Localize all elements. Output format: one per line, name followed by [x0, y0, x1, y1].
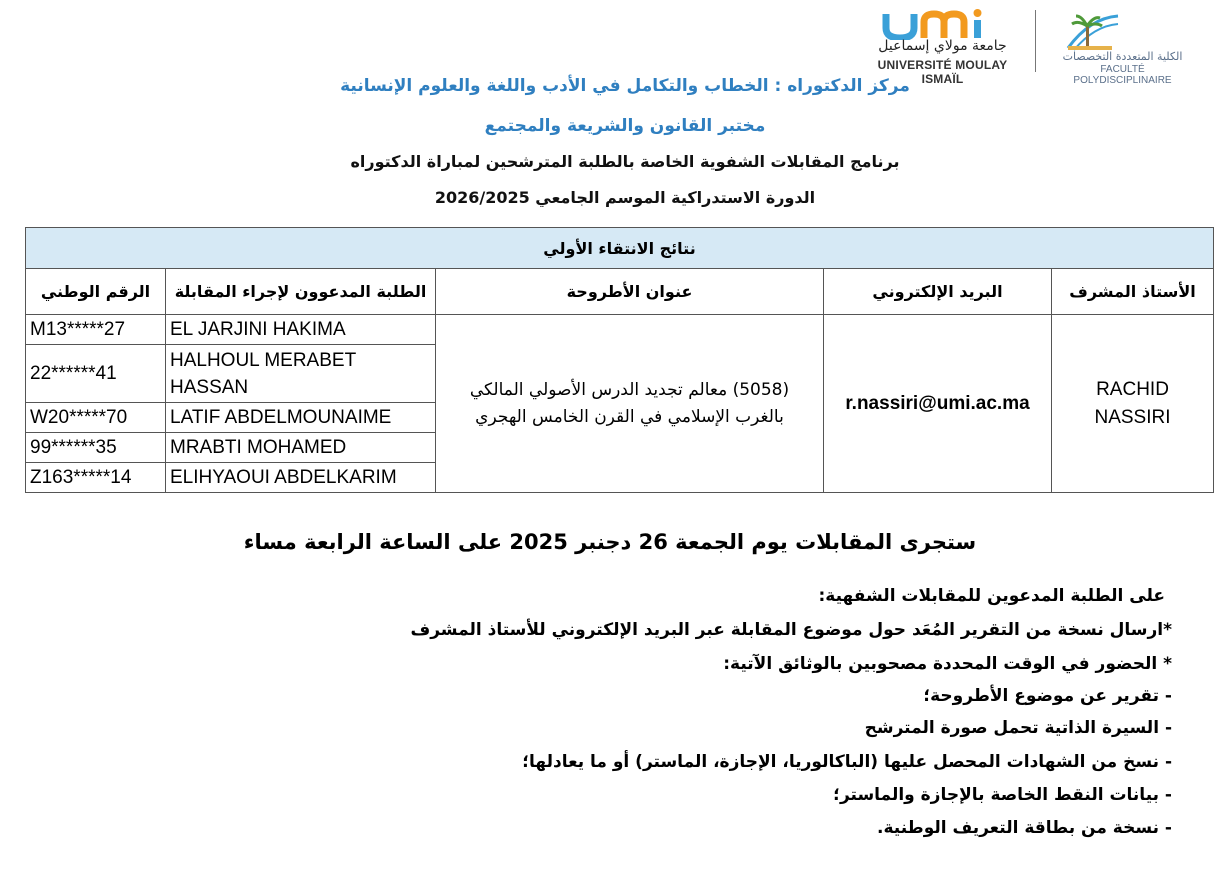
- student-name-cell: EL JARJINI HAKIMA: [166, 315, 436, 345]
- document-list-item: - السيرة الذاتية تحمل صورة المترشح: [864, 718, 1172, 738]
- laboratory-title: مختبر القانون والشريعة والمجتمع: [484, 116, 766, 136]
- column-header-students: الطلبة المدعوون لإجراء المقابلة: [166, 269, 436, 315]
- instructions-intro: على الطلبة المدعوين للمقابلات الشفهية:: [818, 586, 1165, 606]
- faculty-arabic-name: الكلية المتعددة التخصصات: [1062, 50, 1183, 63]
- faculty-logo: [1050, 6, 1195, 86]
- document-list-item: - نسخ من الشهادات المحصل عليها (الباكالوريا، الإجازة، الماستر) أو ما يعادلها؛: [522, 752, 1172, 772]
- student-name-cell: LATIF ABDELMOUNAIME: [166, 403, 436, 433]
- umi-arabic-name: جامعة مولاي إسماعيل: [878, 38, 1007, 54]
- document-list-item: - تقرير عن موضوع الأطروحة؛: [923, 686, 1172, 706]
- umi-logo: [860, 6, 1025, 86]
- instruction-item: *ارسال نسخة من التقرير المُعَد حول موضوع المقابلة عبر البريد الإلكتروني للأستاذ المشرف: [410, 620, 1172, 640]
- supervisor-name-cell: RACHID NASSIRI: [1052, 315, 1214, 493]
- column-header-thesis: عنوان الأطروحة: [436, 269, 824, 315]
- national-id-cell: 99******35: [26, 433, 166, 463]
- document-list-item: - بيانات النقط الخاصة بالإجازة والماستر؛: [833, 785, 1172, 805]
- student-name-cell: MRABTI MOHAMED: [166, 433, 436, 463]
- national-id-cell: M13*****27: [26, 315, 166, 345]
- results-table: [25, 227, 1214, 493]
- program-title: برنامج المقابلات الشفوية الخاصة بالطلبة المترشحين لمباراة الدكتوراه: [350, 152, 900, 171]
- table-header-row: [26, 269, 1214, 315]
- national-id-cell: 22******41: [26, 345, 166, 403]
- faculty-french-name: FACULTÉ POLYDISCIPLINAIRE: [1073, 64, 1172, 86]
- column-header-supervisor: الأستاذ المشرف: [1052, 269, 1214, 315]
- umi-french-name: UNIVERSITÉ MOULAY ISMAÏL: [877, 58, 1008, 86]
- thesis-title-cell: (5058) معالم تجديد الدرس الأصولي المالكي بالغرب الإسلامي في القرن الخامس الهجري: [436, 315, 824, 493]
- umi-logo-mark: [882, 8, 1002, 40]
- logo-divider: [1035, 10, 1036, 72]
- national-id-cell: W20*****70: [26, 403, 166, 433]
- table-band-row: [26, 228, 1214, 269]
- table-band-title: نتائج الانتقاء الأولي: [26, 228, 1214, 269]
- national-id-cell: Z163*****14: [26, 463, 166, 493]
- instruction-item: * الحضور في الوقت المحددة مصحوبين بالوثائق الآتية:: [723, 654, 1172, 674]
- student-name-cell: ELIHYAOUI ABDELKARIM: [166, 463, 436, 493]
- palm-tree-icon: [1060, 8, 1120, 52]
- document-list-item: - نسخة من بطاقة التعريف الوطنية.: [877, 818, 1172, 838]
- student-name-cell: HALHOUL MERABET HASSAN: [166, 345, 436, 403]
- interview-date-announcement: ستجرى المقابلات يوم الجمعة 26 دجنبر 2025 على الساعة الرابعة مساء: [243, 530, 977, 554]
- supervisor-email-cell: r.nassiri@umi.ac.ma: [824, 315, 1052, 493]
- session-title: الدورة الاستدراكية الموسم الجامعي 2026/2025: [434, 188, 816, 207]
- table-row: [26, 315, 1214, 345]
- column-header-email: البريد الإلكتروني: [824, 269, 1052, 315]
- doctoral-center-title: مركز الدكتوراه : الخطاب والتكامل في الأدب واللغة والعلوم الإنسانية: [340, 76, 910, 96]
- column-header-national-id: الرقم الوطني: [26, 269, 166, 315]
